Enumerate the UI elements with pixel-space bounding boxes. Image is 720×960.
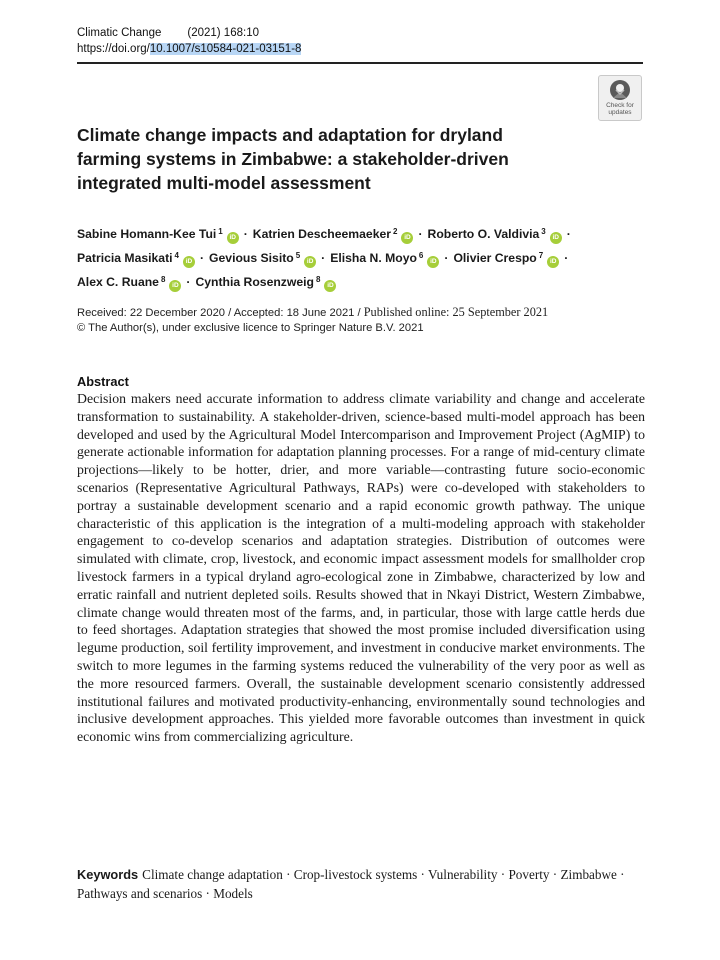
check-for-updates-badge[interactable]	[598, 75, 642, 121]
author-separator: ·	[243, 227, 248, 241]
check-for-updates-label: Check for updates	[606, 102, 634, 116]
header-rule	[77, 62, 643, 64]
article-title: Climate change impacts and adaptation for dryland farming systems in Zimbabwe: a stakeholder-driven integrated multi-model assessment	[77, 125, 509, 193]
author-separator: ·	[418, 227, 423, 241]
orcid-icon[interactable]: iD	[227, 232, 239, 244]
author-separator: ·	[186, 275, 191, 289]
keywords-list: Climate change adaptation · Crop-livestock systems · Vulnerability · Poverty · Zimbabwe · Pathways and scenarios · Models	[77, 867, 625, 901]
orcid-icon[interactable]: iD	[169, 280, 181, 292]
author-separator: ·	[199, 251, 205, 265]
keywords-section	[77, 865, 645, 903]
published-online-date: Published online: 25 September 2021	[363, 305, 549, 319]
journal-header	[77, 25, 301, 57]
author-separator: ·	[564, 251, 569, 265]
crossmark-icon	[609, 79, 631, 101]
author-separator: ·	[566, 227, 571, 241]
publication-dates	[77, 305, 677, 336]
author-5[interactable]: Gevious Sisito $^5$iD	[209, 251, 316, 265]
orcid-icon[interactable]: iD	[183, 256, 195, 268]
copyright-line: © The Author(s), under exclusive licence to Springer Nature B.V. 2021	[77, 322, 424, 334]
doi-prefix[interactable]: https://doi.org/	[77, 43, 150, 55]
keywords-label: Keywords	[77, 867, 139, 882]
orcid-icon[interactable]: iD	[304, 256, 316, 268]
orcid-icon[interactable]: iD	[427, 256, 439, 268]
author-separator: ·	[444, 251, 449, 265]
author-4[interactable]: Patricia Masikati $^4$iD	[77, 251, 195, 265]
orcid-icon[interactable]: iD	[547, 256, 559, 268]
orcid-icon[interactable]: iD	[324, 280, 336, 292]
author-6[interactable]: Elisha N. Moyo $^6$iD	[330, 251, 439, 265]
abstract-text: Decision makers need accurate information to address climate variability and change and accelerate transformation to sustainability. A stakeholder-driven, science-based multi-model approach has been developed and used by the Agricultural Model Intercomparison and Improvement Project (AgMIP) to generate actionable information for adaptation planning processes. For a range of mid-century climate projections—likely to be hotter, drier, and more variable—contrasting future socio-economic scenarios (Representative Agricultural Pathways, RAPs) were co-developed with stakeholders to portray a sustainable development scenario and a rapid economic growth pathway. The unique characteristic of this application is the integration of a multi-modeling approach with stakeholder engagement to co-develop scenarios and adaptation strategies. Distribution of outcomes were simulated with climate, crop, livestock, and economic impact assessment models for smallholder crop livestock farmers in a typical dryland agro-ecological zone in Zimbabwe, characterized by low and erratic rainfall and nutrient depleted soils. Results showed that in Nkayi District, Western Zimbabwe, climate change would threaten most of the farms, and, in particular, those with large cattle herds due to feed shortages. Adaptation strategies that showed the most promise included diversification using legume production, soil fertility improvement, and investment in conducive market environments. The switch to more legumes in the farming systems reduced the vulnerability of the very poor as well as the more resourced farmers. Overall, the sustainable development scenario consistently addressed institutional failures and motivated productivity-enhancing, environmentally sound technologies and inclusive development approaches. This yielded more favorable outcomes than investment in quick economic wins from commercializing agriculture.	[77, 391, 645, 745]
author-3[interactable]: Roberto O. Valdivia $^3$iD	[428, 227, 562, 241]
author-9[interactable]: Cynthia Rosenzweig $^8$iD	[195, 275, 336, 289]
author-8[interactable]: Alex C. Ruane $^8$iD	[77, 275, 181, 289]
orcid-icon[interactable]: iD	[401, 232, 413, 244]
author-separator: ·	[321, 251, 326, 265]
author-1[interactable]: Sabine Homann-Kee Tui $^1$iD	[77, 227, 239, 241]
journal-volume: (2021) 168:10	[187, 27, 259, 39]
journal-name: Climatic Change	[77, 27, 162, 39]
doi-link[interactable]	[77, 41, 301, 57]
doi-number-selected[interactable]: 10.1007/s10584-021-03151-8	[149, 43, 302, 55]
author-list	[77, 221, 647, 293]
author-7[interactable]: Olivier Crespo $^7$iD	[453, 251, 559, 265]
received-accepted-dates: Received: 22 December 2020 / Accepted: 18 June 2021 /	[77, 307, 364, 319]
orcid-icon[interactable]: iD	[550, 232, 562, 244]
author-2[interactable]: Katrien Descheemaeker $^2$iD	[253, 227, 414, 241]
abstract-heading: Abstract	[77, 374, 129, 389]
